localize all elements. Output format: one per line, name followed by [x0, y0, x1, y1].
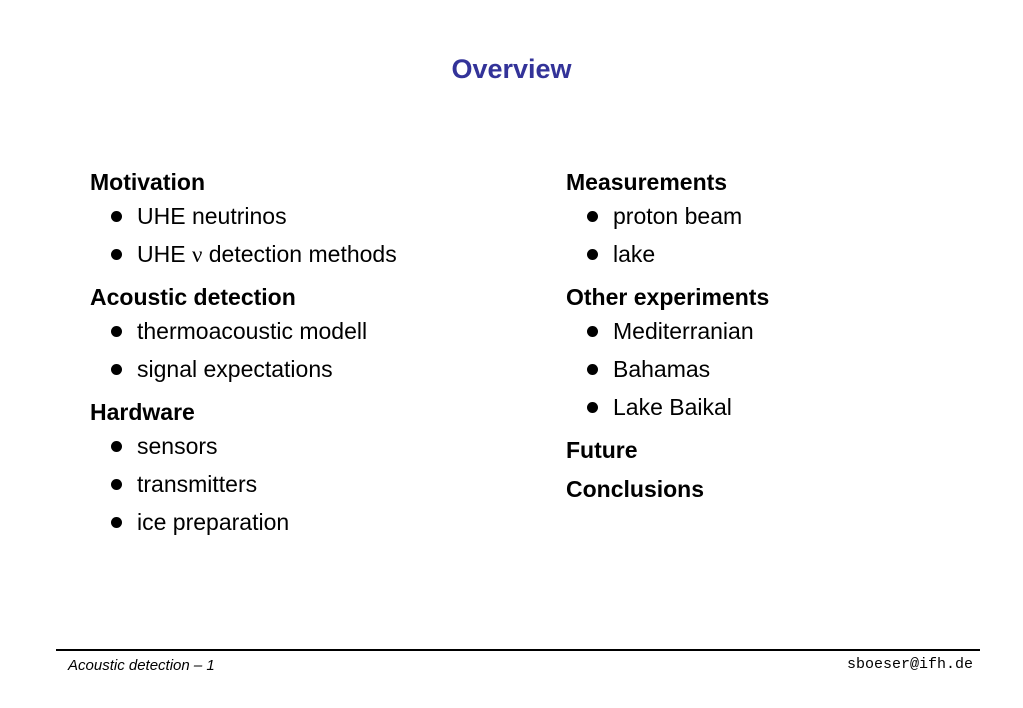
- list-item-text: Lake Baikal: [613, 394, 732, 420]
- bullet-icon: [111, 441, 122, 452]
- list-item: [90, 235, 530, 273]
- section-motivation: [90, 167, 530, 273]
- list-item: [566, 312, 986, 350]
- section-conclusions: [566, 474, 986, 504]
- section-future: [566, 435, 986, 465]
- bullet-icon: [111, 517, 122, 528]
- section-other-experiments: [566, 282, 986, 426]
- right-column: [566, 167, 986, 504]
- section-heading: Conclusions: [566, 476, 705, 502]
- bullet-icon: [587, 211, 598, 222]
- section-heading: Future: [566, 437, 638, 463]
- list-item: [566, 197, 986, 235]
- list-item-text: ice preparation: [137, 509, 290, 535]
- list-item: [566, 235, 986, 273]
- list-item-text: lake: [613, 241, 656, 267]
- bullet-icon: [587, 326, 598, 337]
- bullet-icon: [587, 249, 598, 260]
- section-heading: Measurements: [566, 169, 728, 195]
- bullet-icon: [111, 326, 122, 337]
- bullet-list: [566, 197, 986, 273]
- section-hardware: [90, 397, 530, 541]
- list-item-text: transmitters: [137, 471, 258, 497]
- footer-slide-label: Acoustic detection – 1: [68, 657, 215, 674]
- list-item-text: thermoacoustic modell: [137, 318, 368, 344]
- bullet-icon: [587, 402, 598, 413]
- section-heading: Acoustic detection: [90, 284, 296, 310]
- list-item: [566, 388, 986, 426]
- bullet-icon: [111, 364, 122, 375]
- left-column: [90, 167, 530, 541]
- bullet-list: [90, 312, 530, 388]
- list-item-text: Bahamas: [613, 356, 711, 382]
- list-item-text: UHE ν detection methods: [137, 241, 397, 267]
- section-heading: Motivation: [90, 169, 205, 195]
- list-item: [90, 503, 530, 541]
- list-item: [90, 312, 530, 350]
- footer-divider: [56, 649, 980, 651]
- bullet-icon: [111, 211, 122, 222]
- list-item: [90, 427, 530, 465]
- section-heading: Hardware: [90, 399, 195, 425]
- list-item: [90, 465, 530, 503]
- list-item: [90, 350, 530, 388]
- list-item-text: signal expectations: [137, 356, 333, 382]
- section-acoustic-detection: [90, 282, 530, 388]
- list-item: [566, 350, 986, 388]
- bullet-list: [90, 427, 530, 541]
- list-item: [90, 197, 530, 235]
- list-item-text: Mediterranian: [613, 318, 754, 344]
- bullet-icon: [111, 479, 122, 490]
- bullet-icon: [111, 249, 122, 260]
- bullet-icon: [587, 364, 598, 375]
- list-item-text: UHE neutrinos: [137, 203, 287, 229]
- list-item-text: sensors: [137, 433, 218, 459]
- section-measurements: [566, 167, 986, 273]
- bullet-list: [90, 197, 530, 273]
- list-item-text: proton beam: [613, 203, 743, 229]
- slide-title: Overview: [451, 54, 572, 84]
- footer-email: sboeser@ifh.de: [846, 656, 973, 673]
- section-heading: Other experiments: [566, 284, 770, 310]
- bullet-list: [566, 312, 986, 426]
